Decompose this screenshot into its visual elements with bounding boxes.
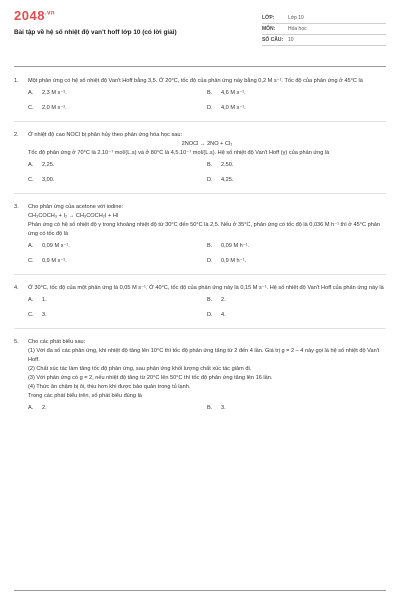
meta-value: Lớp 10 [288,15,304,21]
question-separator [14,193,386,194]
question-prompt: Trong các phát biểu trên, số phát biểu đúng là [28,393,142,399]
option-d[interactable]: D. 0,9 M h⁻¹. [207,258,247,264]
question-2 [14,131,386,183]
question-1 [14,77,386,111]
option-c[interactable]: C. 2,0 M s⁻¹. [28,105,67,111]
question-separator [14,328,386,329]
meta-value: Hóa học [288,26,307,32]
question-text: Ở nhiệt độ cao NOCl bị phân hủy theo phản ứng hóa học sau: [28,132,183,138]
question-text: Cho các phát biểu sau: [28,339,86,345]
option-a[interactable]: A. 2. [28,405,47,411]
meta-row-subject [262,24,386,35]
option-d[interactable]: D. 4,0 M s⁻¹. [207,105,246,111]
question-number: 5. [14,339,19,345]
option-d[interactable]: D. 4. [207,312,226,318]
option-c[interactable]: C. 0,9 M s⁻¹. [28,258,67,264]
meta-table [262,13,386,46]
options-grid [28,297,386,318]
bottom-divider [14,590,386,591]
question-separator [14,121,386,122]
options-grid [28,162,386,183]
option-b[interactable]: B. 2. [207,297,226,303]
header-divider [14,66,386,67]
statement-3: (3) Với phản ứng có g = 2, nếu nhiệt độ tăng từ 20°C lên 50°C thì tốc độ phản ứng tăng lên 16 lần. [28,375,273,381]
header [14,8,386,62]
question-separator [14,274,386,275]
question-number: 2. [14,132,19,138]
option-b[interactable]: B. 0,09 M h⁻¹. [207,243,250,249]
brand-logo[interactable]: $2048^{.vn}$ [14,8,56,23]
question-text-continued: Tốc độ phản ứng ở 70°C là 2.10⁻⁷ mol/(L.s) và ở 80°C là 4,5.10⁻⁷ mol/(L.s). Hệ số nhiệt độ Van't Hoff (γ) của phản ứng là [28,150,330,156]
option-a[interactable]: A. 2,25. [28,162,55,168]
meta-row-count [262,35,386,46]
statement-1: (1) Với đa số các phản ứng, khi nhiệt độ tăng lên 10°C thì tốc độ phản ứng tăng từ 2 đến 4 lần. Giá trị g = 2 – 4 này gọi là hệ số nhiệt độ Van't Hoff. [28,348,380,363]
question-text-continued: Phản ứng có hệ số nhiệt độ γ trong khoảng nhiệt độ từ 30°C đến 50°C là 2,5. Nếu ở 35°C, phản ứng có tốc độ là 0,036 M h⁻¹ thì ở 45°C phản ứng có tốc độ là [28,222,381,237]
options-grid [28,405,386,411]
options-grid [28,243,386,264]
equation: CH₃COCH₃ + I₂ → CH₃COCH₂I + HI [28,213,119,219]
option-a[interactable]: A. 0,09 M s⁻¹. [28,243,70,249]
question-5 [14,338,386,411]
options-grid [28,90,386,111]
equation: 2NOCl → 2NO + Cl₂ [181,141,233,147]
meta-key: MÔN: [262,26,276,32]
option-c[interactable]: C. 3,00. [28,177,55,183]
option-b[interactable]: B. 4,6 M s⁻¹. [207,90,246,96]
option-b[interactable]: B. 3. [207,405,226,411]
brand-block [14,8,177,36]
statement-2: (2) Chất xúc tác làm tăng tốc độ phản ứng, sau phản ứng khối lượng chất xúc tác giảm đi. [28,366,252,372]
question-text: Một phản ứng có hệ số nhiệt độ Van't Hoff bằng 3,5. Ở 20°C, tốc độ của phản ứng này bằng 0,2 M s⁻¹. Tốc độ của phản ứng ở 45°C là [28,78,363,84]
option-a[interactable]: A. 2,3 M s⁻¹. [28,90,67,96]
question-number: 1. [14,78,19,84]
question-text: Cho phản ứng của acetone với iodine: [28,204,124,210]
meta-row-class [262,13,386,24]
option-d[interactable]: D. 4,25. [207,177,234,183]
question-4 [14,284,386,318]
option-a[interactable]: A. 1. [28,297,47,303]
page-title: Bài tập về hệ số nhiệt độ van't hoff lớp 10 (có lời giải) [14,29,177,36]
question-number: 3. [14,204,19,210]
question-3 [14,203,386,264]
statement-4: (4) Thức ăn chậm bị ôi, thiu hơn khi được bảo quản trong tủ lạnh. [28,384,191,390]
option-c[interactable]: C. 3. [28,312,47,318]
question-text: Ở 30°C, tốc độ của một phản ứng là 0,05 M s⁻¹. Ở 40°C, tốc độ của phản ứng này là 0,15 M s⁻¹. Hệ số nhiệt độ Van't Hoff của phản ứng này là [28,285,384,291]
meta-key: LỚP: [262,15,275,21]
meta-key: SỐ CÂU: [262,37,284,43]
meta-value: 10 [288,37,294,43]
question-number: 4. [14,285,19,291]
option-b[interactable]: B. 2,50. [207,162,234,168]
